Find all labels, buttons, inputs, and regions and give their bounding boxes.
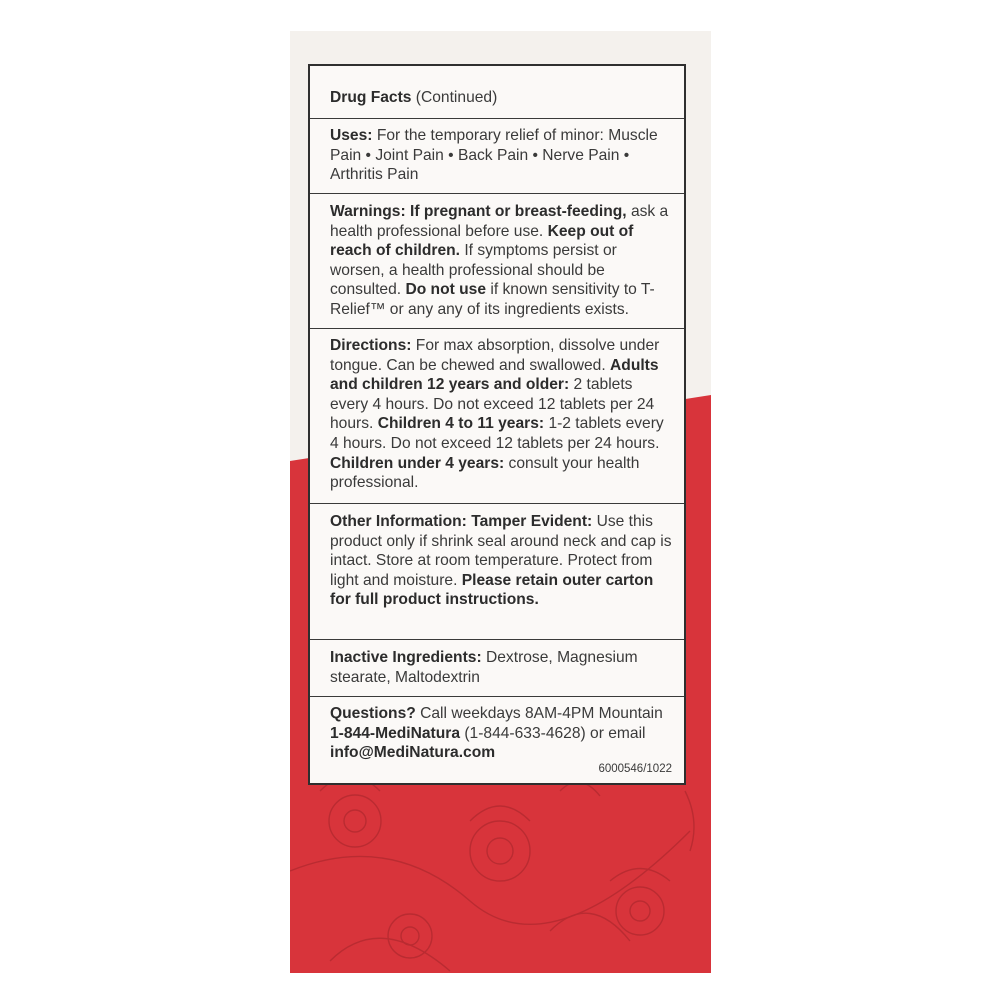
section-divider [310,193,684,194]
drug-facts-header [310,88,684,108]
lot-code: 6000546/1022 [598,763,672,775]
section-divider [310,696,684,697]
section-divider [310,639,684,640]
directions-adults: Adults and children 12 years and older: [330,356,659,394]
questions-hours: Call weekdays 8AM-4PM Mountain [420,705,663,722]
warnings-text-2: If symptoms persist or worsen, a health professional should be consulted. [330,242,617,299]
warnings-section [310,202,684,320]
other-information-label: Other Information: Tamper Evident: [330,513,593,530]
drug-facts-panel [308,64,686,785]
section-divider [310,328,684,329]
questions-phone-name: 1-844-MediNatura [330,724,460,742]
drug-facts-title: Drug Facts [330,89,412,106]
other-information-text: Use this product only if shrink seal around neck and cap is intact. Store at room temperature. Protect from light and moisture. [330,513,672,589]
uses-section [310,126,684,185]
retain-carton-notice: Please retain outer carton for full product instructions. [330,571,654,609]
warnings-heading: Warnings: If pregnant or breast-feeding, [330,203,627,220]
other-information-section [310,512,684,610]
directions-children-4-11: Children 4 to 11 years: [377,415,545,433]
inactive-ingredients-label: Inactive Ingredients: [330,649,482,666]
drug-facts-subtitle: (Continued) [415,89,498,106]
warnings-keep-out: Keep out of reach of children. [330,222,634,260]
directions-text-3: 1-2 tablets every 4 hours. Do not exceed 12 tablets per 24 hours. [330,415,664,452]
questions-label: Questions? [330,705,416,722]
directions-label: Directions: [330,337,412,354]
directions-text-4: consult your health professional. [330,454,640,492]
directions-text-2: 2 tablets every 4 hours. Do not exceed 12 tablets per 24 hours. [330,376,655,433]
questions-phone-number: (1-844-633-4628) or email [464,724,646,742]
questions-section [310,704,684,763]
product-carton [290,31,711,973]
uses-intro: For the temporary relief of minor: [376,127,604,144]
inactive-ingredients-text: Dextrose, Magnesium stearate, Maltodextrin [330,649,638,686]
directions-text-1: For max absorption, dissolve under tongue. Can be chewed and swallowed. [330,337,660,374]
uses-items: Muscle Pain • Joint Pain • Back Pain • Nerve Pain • Arthritis Pain [330,127,658,184]
uses-label: Uses: [330,127,373,144]
warnings-text-3: if known sensitivity to T-Relief™ or any any of its ingredients exists. [330,281,655,318]
directions-children-under-4: Children under 4 years: [330,454,505,472]
warnings-text-1: ask a health professional before use. [330,203,669,240]
section-divider [310,503,684,504]
questions-email: info@MediNatura.com [330,744,496,762]
inactive-ingredients-section [310,648,684,687]
directions-section [310,336,684,493]
section-divider [310,118,684,119]
warnings-do-not-use: Do not use [405,281,487,299]
